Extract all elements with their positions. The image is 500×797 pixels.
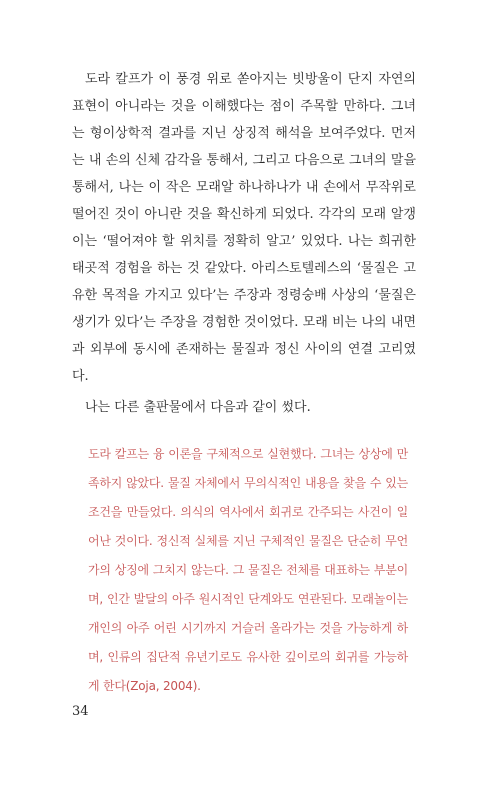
body-paragraph-2: 나는 다른 출판물에서 다음과 같이 썼다. bbox=[85, 400, 311, 415]
page-number: 34 bbox=[72, 704, 89, 719]
body-text bbox=[72, 66, 416, 421]
body-paragraph-1: 도라 칼프가 이 풍경 위로 쏟아지는 빗방울이 단지 자연의 표현이 아니라는 것을 이해했다는 점이 주목할 만하다. 그녀는 형이상학적 결과를 지닌 상징적 해석을 보여주었다. 먼저는 내 손의 신체 감각을 통해서, 그리고 다음으로 그녀의 말을 통해서, 나는 이 작은 모래알 하나하나가 내 손에서 무작위로 떨어진 것이 아니란 것을 확신하게 되었다. 각각의 모래 알갱이는 ‘떨어져야 할 위치를 정확히 알고’ 있었다. 나는 희귀한 태곳적 경험을 하는 것 같았다. 아리스토텔레스의 ‘물질은 고유한 목적을 가지고 있다’는 주장과 정령숭배 사상의 ‘물질은 생기가 있다’는 주장을 경험한 것이었다. 모래 비는 나의 내면과 외부에 동시에 존재하는 물질과 정신 사이의 연결 고리였다. bbox=[72, 72, 416, 384]
block-quote: 도라 칼프는 융 이론을 구체적으로 실현했다. 그녀는 상상에 만족하지 않았다. 물질 자체에서 무의식적인 내용을 찾을 수 있는 조건을 만들었다. 의식의 역사에서 회귀로 간주되는 사건이 일어난 것이다. 정신적 실체를 지닌 구체적인 물질은 단순히 무언가의 상징에 그치지 않는다. 그 물질은 전체를 대표하는 부분이며, 인간 발달의 아주 원시적인 단계와도 연관된다. 모래놀이는 개인의 아주 어린 시기까지 거슬러 올라가는 것을 가능하게 하며, 인류의 집단적 유년기로도 유사한 깊이로의 회귀를 가능하게 한다(Zoja, 2004). bbox=[88, 447, 408, 693]
